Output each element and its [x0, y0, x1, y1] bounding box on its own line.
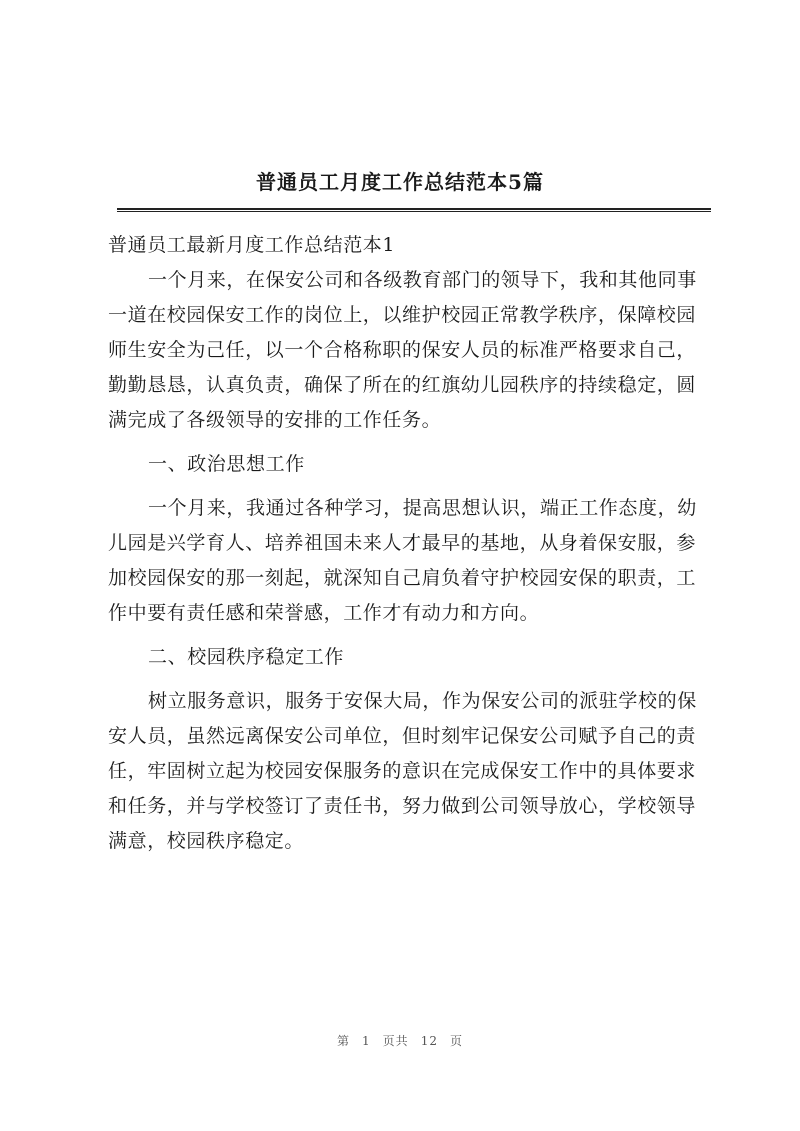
section-heading: 普通员工最新月度工作总结范本1	[108, 234, 396, 256]
total-pages-number: 12	[420, 1034, 438, 1048]
current-page-number: 1	[362, 1034, 371, 1048]
body-paragraph: 一个月来，在保安公司和各级教育部门的领导下，我和其他同事一道在校园保安工作的岗位上，以维护校园正常教学秩序，保障校园师生安全为己任，以一个合格称职的保安人员的标准严格要求自己，勤勤恳恳，认真负责，确保了所在的红旗幼儿园秩序的持续稳定，圆满完成了各级领导的安排的工作任务。	[108, 269, 697, 431]
page-label-prefix: 第	[337, 1034, 351, 1048]
page-label-mid: 页共	[382, 1034, 409, 1048]
subsection-heading: 一、政治思想工作	[148, 453, 305, 475]
page-footer	[0, 1032, 800, 1049]
body-paragraph: 一个月来，我通过各种学习，提高思想认识，端正工作态度，幼儿园是兴学育人、培养祖国未来人才最早的基地，从身着保安服，参加校园保安的那一刻起，就深知自己肩负着守护校园安保的职责，工作中要有责任感和荣誉感，工作才有动力和方向。	[108, 497, 697, 624]
document-title: 普通员工月度工作总结范本5篇	[256, 170, 544, 194]
page-label-suffix: 页	[449, 1034, 463, 1048]
subsection-heading: 二、校园秩序稳定工作	[148, 646, 345, 668]
title-divider	[117, 208, 711, 212]
body-paragraph: 树立服务意识，服务于安保大局，作为保安公司的派驻学校的保安人员，虽然远离保安公司单位，但时刻牢记保安公司赋予自己的责任，牢固树立起为校园安保服务的意识在完成保安工作中的具体要求和任务，并与学校签订了责任书，努力做到公司领导放心，学校领导满意，校园秩序稳定。	[108, 690, 697, 852]
document-body	[108, 228, 708, 868]
